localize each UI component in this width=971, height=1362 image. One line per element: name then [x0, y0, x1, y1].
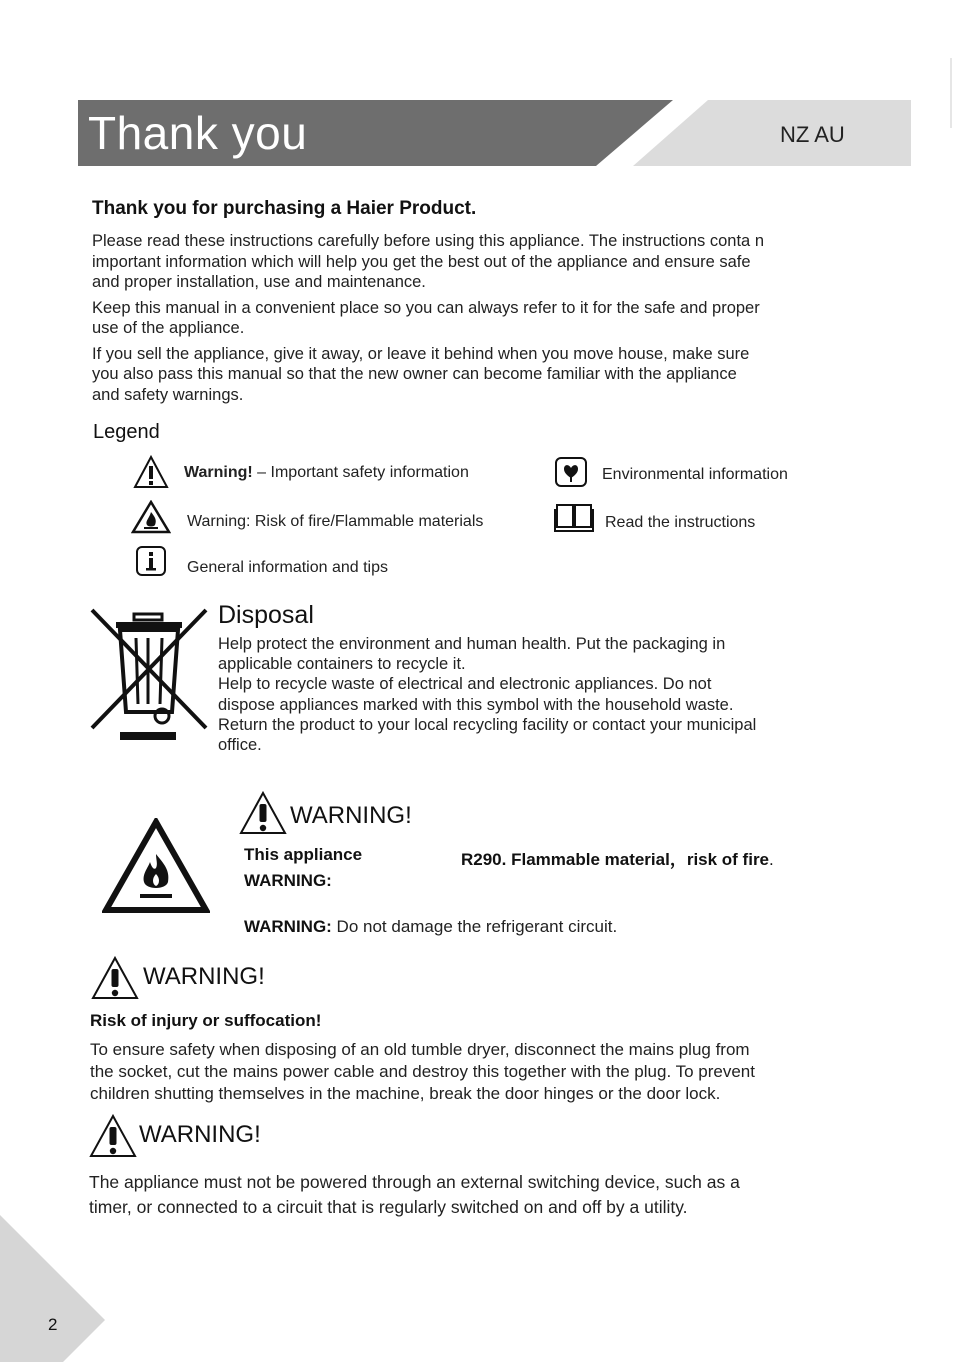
weee-bin-icon — [90, 606, 210, 741]
page-number: 2 — [48, 1315, 58, 1334]
injury-line: To ensure safety when disposing of an old tumble dryer, disconnect the mains plug from — [90, 1040, 750, 1059]
disposal-line: Return the product to your local recycling facility or contact your municipal — [218, 715, 757, 734]
warning-triangle-icon — [88, 1113, 138, 1159]
disposal-line: Help protect the environment and human health. Put the packaging in — [218, 635, 726, 653]
flammable-warning-icon — [102, 818, 210, 914]
environment-icon — [554, 456, 588, 488]
legend-item-warning — [184, 464, 469, 482]
refrigerant-label: WARNING: — [244, 917, 332, 936]
page-title: Thank you — [88, 107, 308, 159]
warning-switch-title: WARNING! — [139, 1121, 261, 1148]
page-corner-shape — [0, 1215, 105, 1362]
disposal-text — [218, 634, 858, 755]
intro-line: Keep this manual in a convenient place so you can always refer to it for the safe and proper — [92, 298, 760, 317]
legend-item-info: General information and tips — [187, 559, 388, 576]
injury-line: children shutting themselves in the machine, break the door hinges or the door lock. — [90, 1084, 721, 1103]
header-light-shape — [633, 100, 911, 166]
region-label: NZ AU — [780, 122, 845, 147]
intro-para-2 — [92, 298, 892, 339]
r290-notice — [461, 845, 774, 870]
intro-line: and proper installation, use and maintenance. — [92, 273, 426, 291]
switch-line: The appliance must not be powered through an external switching device, such as a — [89, 1172, 740, 1192]
intro-para-1 — [92, 231, 892, 293]
intro-line: use of the appliance. — [92, 319, 245, 337]
intro-heading: Thank you for purchasing a Haier Product. — [92, 198, 477, 219]
legend-warning-bold: Warning! — [184, 464, 253, 481]
warning-fire-title: WARNING! — [290, 802, 412, 829]
disposal-line: applicable containers to recycle it. — [218, 655, 466, 674]
switch-line: timer, or connected to a circuit that is regularly switched on and off by a utility. — [89, 1196, 688, 1217]
legend-item-read: Read the instructions — [605, 514, 756, 531]
book-icon — [554, 501, 594, 533]
intro-line: If you sell the appliance, give it away, or leave it behind when you move house, make sure — [92, 344, 750, 363]
legend-heading: Legend — [93, 421, 160, 443]
warning-triangle-icon — [238, 790, 288, 836]
legend-item-fire: Warning: Risk of fire/Flammable materials — [187, 513, 484, 530]
warning-triangle-icon — [133, 455, 169, 489]
disposal-line: office. — [218, 736, 262, 755]
warning-injury-title: WARNING! — [143, 963, 265, 990]
refrigerant-warning — [244, 917, 617, 937]
intro-line: you also pass this manual so that the new owner can become familiar with the appliance — [92, 365, 737, 383]
warning-triangle-icon — [90, 955, 140, 1001]
intro-line: Please read these instructions carefully before using this appliance. The instructions conta n — [92, 232, 764, 250]
injury-text — [90, 1039, 870, 1105]
intro-line: important information which will help you get the best out of the appliance and ensure safe — [92, 252, 751, 271]
switch-text — [89, 1170, 869, 1219]
injury-subheading: Risk of injury or suffocation! — [90, 1011, 322, 1030]
disposal-title: Disposal — [218, 601, 314, 629]
disposal-line: dispose appliances marked with this symbol with the household waste. — [218, 695, 734, 714]
legend-item-environment: Environmental information — [602, 466, 788, 483]
warning-label: WARNING: — [244, 871, 332, 890]
legend-warning-text: – Important safety information — [252, 464, 469, 481]
refrigerant-text: Do not damage the refrigerant circuit. — [331, 917, 618, 936]
intro-section — [92, 231, 892, 405]
r290-end: . — [769, 850, 774, 869]
edge-line — [950, 58, 952, 128]
info-icon — [135, 545, 167, 577]
injury-line: the socket, cut the mains power cable and destroy this together with the plug. To prevent — [90, 1062, 755, 1081]
fire-warning-icon — [131, 500, 171, 534]
r290-text: R290. Flammable material，risk of fire — [461, 850, 770, 869]
this-appliance-label: This appliance — [244, 845, 363, 864]
intro-para-3 — [92, 344, 892, 406]
disposal-line: Help to recycle waste of electrical and electronic appliances. Do not — [218, 675, 712, 694]
intro-line: and safety warnings. — [92, 385, 244, 404]
